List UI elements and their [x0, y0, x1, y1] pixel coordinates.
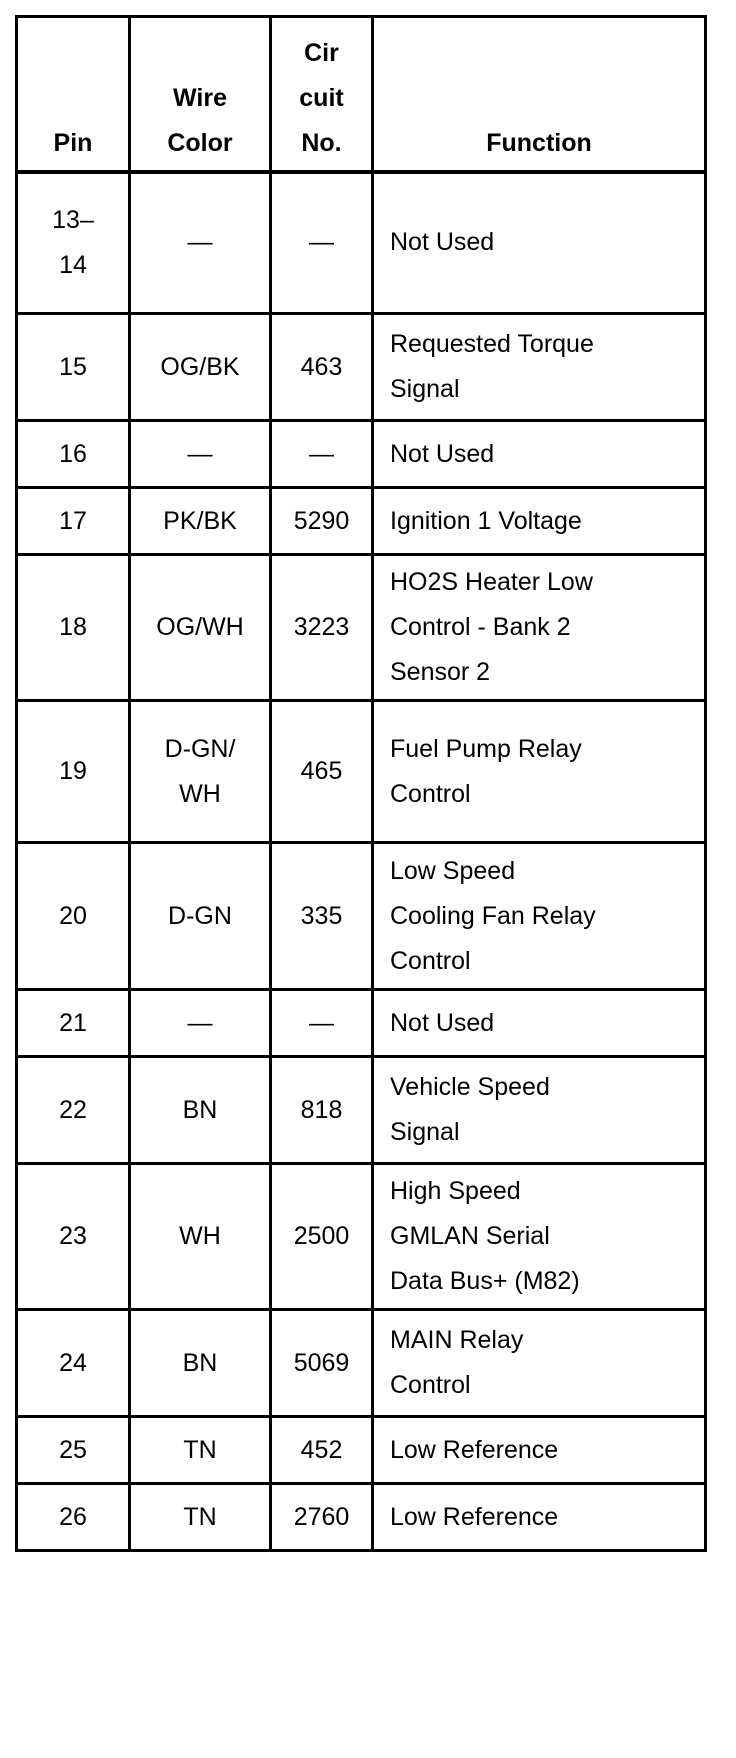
table-row	[17, 843, 706, 990]
table-row	[17, 1057, 706, 1164]
function-cell: Low Reference	[373, 1484, 706, 1551]
header-row	[17, 17, 706, 172]
circuit-number-cell: 3223	[271, 555, 373, 701]
header-circuit-no-line: cuit	[299, 83, 344, 112]
table-body	[17, 172, 706, 1551]
circuit-number-cell: 335	[271, 843, 373, 990]
circuit-number-cell: 465	[271, 701, 373, 843]
table-row	[17, 1484, 706, 1551]
header-circuit-no-line: Cir	[304, 38, 339, 67]
pin-cell: 21	[17, 990, 130, 1057]
circuit-number-cell: 818	[271, 1057, 373, 1164]
wire-color-cell: —	[130, 421, 271, 488]
wire-color-cell: OG/BK	[130, 314, 271, 421]
circuit-number-cell: —	[271, 172, 373, 314]
wire-color-cell: D-GN	[130, 843, 271, 990]
wire-color-cell: TN	[130, 1417, 271, 1484]
table-row	[17, 172, 706, 314]
circuit-number-cell: 5290	[271, 488, 373, 555]
function-cell: HO2S Heater Low Control - Bank 2 Sensor 2	[373, 555, 706, 701]
function-cell: Not Used	[373, 421, 706, 488]
function-cell: Not Used	[373, 990, 706, 1057]
wire-color-cell: —	[130, 990, 271, 1057]
function-cell: MAIN Relay Control	[373, 1310, 706, 1417]
table-header	[17, 17, 706, 172]
pin-cell: 20	[17, 843, 130, 990]
table-row	[17, 1417, 706, 1484]
header-function-label: Function	[486, 128, 592, 157]
table-row	[17, 488, 706, 555]
wire-color-cell: D-GN/ WH	[130, 701, 271, 843]
circuit-number-cell: 452	[271, 1417, 373, 1484]
table-row	[17, 1310, 706, 1417]
function-cell: Low Reference	[373, 1417, 706, 1484]
circuit-number-cell: 2760	[271, 1484, 373, 1551]
function-cell: High Speed GMLAN Serial Data Bus+ (M82)	[373, 1164, 706, 1310]
circuit-number-cell: —	[271, 421, 373, 488]
wire-color-cell: BN	[130, 1057, 271, 1164]
pin-cell: 25	[17, 1417, 130, 1484]
table-row	[17, 314, 706, 421]
circuit-number-cell: 2500	[271, 1164, 373, 1310]
table-row	[17, 1164, 706, 1310]
wire-color-cell: PK/BK	[130, 488, 271, 555]
wire-color-cell: TN	[130, 1484, 271, 1551]
header-pin-label: Pin	[53, 128, 93, 157]
wire-color-cell: BN	[130, 1310, 271, 1417]
pin-cell: 19	[17, 701, 130, 843]
table-row	[17, 555, 706, 701]
header-wire-color-line: Color	[167, 128, 233, 157]
function-cell: Ignition 1 Voltage	[373, 488, 706, 555]
table-row	[17, 701, 706, 843]
header-circuit-no-line: No.	[301, 128, 342, 157]
circuit-number-cell: 5069	[271, 1310, 373, 1417]
function-cell: Requested Torque Signal	[373, 314, 706, 421]
header-wire-color	[130, 17, 271, 172]
pin-cell: 17	[17, 488, 130, 555]
circuit-number-cell: 463	[271, 314, 373, 421]
wire-color-cell: OG/WH	[130, 555, 271, 701]
header-pin	[17, 17, 130, 172]
table-row	[17, 421, 706, 488]
pin-cell: 24	[17, 1310, 130, 1417]
connector-pinout-table	[15, 15, 707, 1552]
header-circuit-no	[271, 17, 373, 172]
pin-cell: 18	[17, 555, 130, 701]
function-cell: Fuel Pump Relay Control	[373, 701, 706, 843]
header-wire-color-line: Wire	[173, 83, 227, 112]
pin-cell: 13– 14	[17, 172, 130, 314]
function-cell: Vehicle Speed Signal	[373, 1057, 706, 1164]
pin-cell: 26	[17, 1484, 130, 1551]
pin-cell: 15	[17, 314, 130, 421]
function-cell: Not Used	[373, 172, 706, 314]
function-cell: Low Speed Cooling Fan Relay Control	[373, 843, 706, 990]
circuit-number-cell: —	[271, 990, 373, 1057]
pin-cell: 23	[17, 1164, 130, 1310]
wire-color-cell: WH	[130, 1164, 271, 1310]
wire-color-cell: —	[130, 172, 271, 314]
pin-cell: 16	[17, 421, 130, 488]
pin-cell: 22	[17, 1057, 130, 1164]
table-row	[17, 990, 706, 1057]
header-function	[373, 17, 706, 172]
